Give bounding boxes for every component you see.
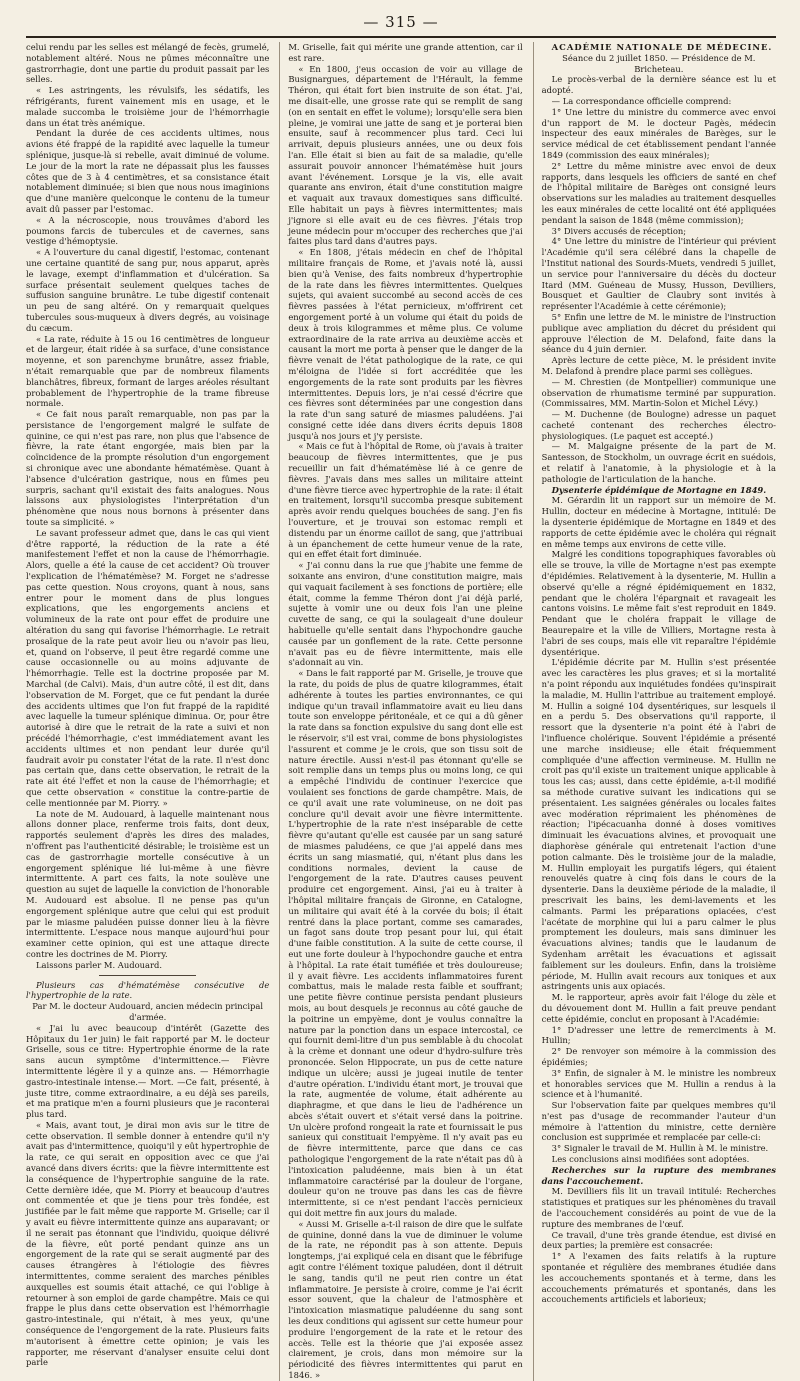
col3-paragraph: 4° Une lettre du ministre de l'intérieur qui prévient l'Académie qu'il sera célébré dans la chapelle de l'Institut national des Sourds-Muets, vendredi 5 juillet, un service pour l'anniversaire du décès du docteur Itard (MM. Guéneau de Mussy, Husson, Devilliers, Bousquet et Gaultier de Claubry sont invités à représenter l'Académie à cette cérémonie);: [541, 236, 776, 312]
col3-paragraph: Les conclusions ainsi modifiées sont adoptées.: [551, 1154, 750, 1165]
column-1: [26, 42, 269, 1381]
col3-paragraph: Le procès-verbal de la dernière séance est lu et adopté.: [541, 74, 776, 96]
col3-paragraph: M. le rapporteur, après avoir fait l'éloge du zèle et du dévouement dont M. Hullin a fait preuve pendant cette épidémie, conclut en proposant à l'Académie:: [541, 992, 776, 1024]
article-title: Plusieurs cas d'hématémèse consécutive de l'hypertrophie de la rate.: [26, 979, 270, 1001]
col3-paragraph: L'épidémie décrite par M. Hullin s'est présentée avec les caractères les plus graves; et si la mortalité n'a point répondu aux inquiétudes fondées qu'inspirait la maladie, M. Hullin l'attribue au traitement employé. M. Hullin a soigné 104 dysentériques, sur lesquels il en a perdu 5. Des observations qu'il rapporte, il ressort que la dysenterie n'a point été à l'abri de l'influence cholérique. Souvent l'épidémie a présenté une marche insidieuse; elle était fréquemment compliquée d'une affection vermineuse. M. Hullin ne croit pas qu'il existe un traitement unique applicable à tous les cas; aussi, dans cette épidémie, a-t-il modifié sa méthode curative suivant les indications qui se présentaient. Les saignées générales ou locales faites avec modération réprimaient les phénomènes de réaction; l'ipécacuanha donné à doses vomitives diminuait les évacuations alvines, et provoquait une diaphorèse générale qui entretenait l'action d'une potion calmante. Dès le troisième jour de la maladie, M. Hullin employait les purgatifs légers, qui étaient renouvelés quatre à cinq fois dans le cours de la dysenterie. Dans la deuxième période de la maladie, il prescrivait les bains, les demi-lavements et les calmants. Parmi les préparations opiacées, c'est l'acétate de morphine qui lui a paru calmer le plus promptement les douleurs, mais sans diminuer les évacuations alvines; tandis que le laudanum de Sydenham arrêtait les évacuations et agissait faiblement sur les douleurs. Enfin, dans la troisième période, M. Hullin avait recours aux toniques et aux astringents unis aux opiacés.: [541, 657, 776, 992]
article-byline: Par M. le docteur Audouard, ancien médecin principal d'armée.: [32, 1001, 264, 1022]
session-line: Séance du 2 juillet 1850. — Présidence de M. Bricheteau.: [562, 52, 756, 74]
dysentery-title: Dysenterie épidémique de Mortagne en 1849.: [551, 484, 767, 495]
col3-paragraph: M. Devilliers fils lit un travail intitulé: Recherches statistiques et pratiques sur les phénomènes du travail de l'accouchement considérés au point de vue de la rupture des membranes de l'œuf.: [541, 1186, 776, 1229]
col3-paragraph: Après lecture de cette pièce, M. le président invite M. Delafond à prendre place parmi ses collègues.: [541, 355, 776, 376]
column-3: [533, 42, 776, 1381]
col3-paragraph: Malgré les conditions topographiques favorables où elle se trouve, la ville de Mortagne n'est pas exempte d'épidémies. Relativement à la dysenterie, M. Hullin a observé qu'elle a régné épidémiquement en 1832, pendant que le choléra l'épargnait et ravageait les cantons voisins. Le même fait s'est reproduit en 1849. Pendant que le choléra frappait le village de Beaurepaire et la ville de Villiers, Mortagne resta à l'abri de ses coups, mais elle vit reparaître l'épidémie dysentérique.: [541, 549, 776, 657]
page-number: — 315 —: [363, 13, 439, 31]
col3-paragraph: 1° Une lettre du ministre du commerce avec envoi d'un rapport de M. le docteur Pagès, médecin inspecteur des eaux minérales de Barèges, sur le service médical de cet établissement pendant l'année 1849 (commission des eaux minérales);: [541, 106, 776, 160]
col3-paragraph: 1° D'adresser une lettre de remerciments à M. Hullin;: [541, 1024, 776, 1046]
col3-paragraph: 3° Enfin, de signaler à M. le ministre les nombreux et honorables services que M. Hullin a rendus à la science et à l'humanité.: [541, 1067, 776, 1100]
rupture-title: Recherches sur la rupture des membranes dans l'accouchement.: [541, 1164, 776, 1186]
col3-paragraph: 2° Lettre du même ministre avec envoi de deux rapports, dans lesquels les officiers de santé en chef de l'hôpital militaire de Barèges ont consigné leurs observations sur les maladies au traitement desquelles les eaux minérales de cette localité ont été appliquées pendant la saison de 1848 (même commission);: [541, 160, 776, 225]
col2-paragraph: « Mais ce fut à l'hôpital de Rome, où j'avais à traiter beaucoup de fièvres intermittentes, que je pus recueillir un fait d'hématémèse lié à ce genre de fièvres. J'avais dans mes salles un militaire atteint d'une fièvre tierce avec hypertrophie de la rate: il était en traitement, lorsqu'il succomba presque subitement après avoir rendu quelques bouchées de sang. J'en fis l'ouverture, et je trouvai son estomac rempli et distendu par un énorme caillot de sang, que j'attribuai à un épanchement de cette humeur venue de la rate, qui en effet était fort diminuée.: [288, 441, 523, 560]
col1-paragraph: « A l'ouverture du canal digestif, l'estomac, contenant une certaine quantité de sang pur, nous apparut, après le lavage, exempt d'inflammation et d'ulcération. Sa surface présentait seulement quelques taches de suffusion sanguine brunâtre. Le tube digestif contenait un peu de sang altéré. On y remarquait quelques tubercules sous-muqueux à divers degrés, au voisinage du cæcum.: [26, 247, 270, 333]
col1-paragraph: Pendant la durée de ces accidents ultimes, nous avions été frappé de la rapidité avec laquelle la tumeur splénique, jusque-là si rebelle, avait diminué de volume. Le jour de la mort la rate ne dépassait plus les fausses côtes que de 3 à 4 centimètres, et sa consistance était notablement diminuée; si bien que nous nous imaginions que d'une manière quelconque le contenu de la tumeur avait dû passer par l'estomac.: [26, 128, 270, 214]
col1-paragraph: La note de M. Audouard, à laquelle maintenant nous allons donner place, renferme trois faits, dont deux, rapportés seulement d'après les dires des malades, n'offrent pas l'authenticité désirable; le troisième est un cas de gastrorrhagie mortelle consécutive à un engorgement splénique lié lui-même à une fièvre intermittente. A part ces faits, la note soulève une question au sujet de laquelle la conviction de l'honorable M. Audouard est absolue. Il ne pense pas qu'un engorgement splénique autre que celui qui est produit par le miasme paludéen puisse donner lieu à la fièvre intermittente. L'espace nous manque aujourd'hui pour examiner cette opinion, qui est une attaque directe contre les doctrines de M. Piorry.: [26, 808, 270, 959]
col2-paragraph: « En 1800, j'eus occasion de voir au village de Busignargues, département de l'Hérault, la femme Théron, qui était fort bien instruite de son état. J'ai, me disait-elle, une grosse rate qui se remplit de sang (on en sentait en effet le volume); lorsqu'elle sera bien pleine, je vomirai une jatte de sang et je porterai bien ensuite, sauf à recommencer plus tard. Ceci lui arrivait, depuis plusieurs années, une ou deux fois l'an. Elle était si bien au fait de sa maladie, qu'elle assurait pouvoir annoncer l'hématémèse huit jours avant l'événement. Lorsque je la vis, elle avait quarante ans environ, était d'une constitution maigre et vaquait aux travaux domestiques sans difficulté. Elle habitait un pays à fièvres intermittentes; mais j'ignore si elle avait eu de ces fièvres. J'étais trop jeune médecin pour m'occuper des recherches que j'ai faites plus tard dans d'autres pays.: [288, 63, 523, 247]
academy-title: ACADÉMIE NATIONALE DE MÉDECINE.: [551, 42, 773, 52]
col3-paragraph: — La correspondance officielle comprend:: [551, 95, 732, 106]
col2-paragraph: M. Griselle, fait qui mérite une grande attention, car il est rare.: [288, 42, 523, 63]
separator-rule: [99, 975, 196, 976]
col1-paragraph: « J'ai lu avec beaucoup d'intérêt (Gazette des Hôpitaux du 1er juin) le fait rapporté par M. le docteur Griselle, sous ce titre: Hypertrophie énorme de la rate sans aucun symptôme d'intermittence.— Fièvre intermittente légère il y a quinze ans. — Hémorrhagie gastro-intestinale intense.— Mort. —Ce fait, présenté, à juste titre, comme extraordinaire, a eu déjà ses pareils, et ma pratique m'en a fourni plusieurs que je raconterai plus tard.: [26, 1022, 270, 1120]
col3-paragraph: 5° Enfin une lettre de M. le ministre de l'instruction publique avec ampliation du décret du président qui approuve l'élection de M. Delafond, faite dans la séance du 4 juin dernier.: [541, 311, 776, 355]
col3-paragraph: 3° Signaler le travail de M. Hullin à M. le ministre.: [551, 1143, 769, 1154]
col1-paragraph: Laissons parler M. Audouard.: [36, 959, 163, 970]
col1-paragraph: « Les astringents, les révulsifs, les sédatifs, les réfrigérants, furent vainement mis en usage, et le malade succomba le troisième jour de l'hémorrhagie dans un état très anémique.: [26, 85, 270, 128]
col1-paragraph: « La rate, réduite à 15 ou 16 centimètres de longueur et de largeur, était ridée à sa surface, d'une consistance moyenne, et son parenchyme brunâtre, assez friable, n'était remarquable que par de nombreux filaments blanchâtres, fibreux, formant de larges aréoles résultant probablement de l'hypertrophie de la trame fibreuse normale.: [26, 333, 270, 409]
col1-paragraph: Le savant professeur admet que, dans le cas qui vient d'être rapporté, la réduction de la rate a été manifestement l'effet et non la cause de l'hémorrhagie. Alors, quelle a été la cause de cet accident? Où trouver l'explication de l'hématémèse? M. Forget ne s'adresse pas cette question. Nous croyons, quant à nous, sans entrer pour le moment dans de plus longues explications, que les engorgements anciens et volumineux de la rate ont pour effet de produire une altération du sang qui favorise l'hémorrhagie. Le retrait prosaïque de la rate peut avoir lieu ou n'avoir pas lieu, et, quand on l'observe, il peut être regardé comme une cause occasionnelle ou au moins adjuvante de l'hémorrhagie. Telle est la doctrine proposée par M. Marchal (de Calvi). Mais, d'un autre côté, il est dit, dans l'observation de M. Forget, que ce fut pendant la durée des accidents ultimes que l'on fut frappé de la rapidité avec laquelle la tumeur splénique diminua. Or, pour être autorisé à dire que le retrait de la rate a suivi et non précédé l'hémorrhagie, c'est immédiatement avant les accidents ultimes et non pendant leur durée qu'il faudrait avoir pu constater l'état de la rate. Il n'est donc pas certain que, dans cette observation, le retrait de la rate ait été l'effet et non la cause de l'hémorrhagie; et que cette observation « constitue la contre-partie de celle mentionnée par M. Piorry. »: [26, 527, 270, 808]
col1-paragraph: « A la nécroscopie, nous trouvâmes d'abord les poumons farcis de tubercules et de cavernes, sans vestige d'hémoptysie.: [26, 214, 270, 247]
col3-paragraph: — M. Malgaigne présente de la part de M. Santesson, de Stockholm, un ouvrage écrit en suédois, et relatif à l'anatomie, à la physiologie et à la pathologie de l'articulation de la hanche.: [541, 441, 776, 484]
col3-paragraph: 1° A l'examen des faits relatifs à la rupture spontanée et régulière des membranes étudiée dans les accouchements spontanés et à terme, dans les accouchements prématurés et spontanés, dans les accouchements artificiels et laborieux;: [541, 1251, 776, 1305]
col2-paragraph: « Dans le fait rapporté par M. Griselle, je trouve que la rate, du poids de plus de quatre kilogrammes, était adhérente à toutes les parties environnantes, ce qui indique qu'un travail inflammatoire avait eu lieu dans toute son enveloppe péritonéale, et ce qui a dû gêner la rate dans sa fonction expulsive du sang dont elle est le réservoir, s'il est vrai, comme de bons physiologistes l'assurent et comme je le crois, que son tissu soit de nature érectile. Aussi n'est-il pas étonnant qu'elle se soit remplie dans un temps plus ou moins long, ce qui a empêché l'individu de continuer l'exercice que voulaient ses fonctions de garde champêtre. Mais, de ce qu'il avait une rate volumineuse, on ne doit pas conclure qu'il devait avoir une fièvre intermittente. L'hypertrophie de la rate n'est inséparable de cette fièvre qu'autant qu'elle est causée par un sang saturé de miasmes paludéens, ce que j'ai appelé dans mes écrits un sang miasmatié, qui, n'étant plus dans les conditions normales, devient la cause de l'engorgement de la rate. D'autres causes peuvent produire cet engorgement. Ainsi, j'ai eu à traiter à l'hôpital militaire français de Gironne, en Catalogne, un militaire qui avait été à la corvée du bois; il était rentré dans la place portant, comme ses camarades, un fagot sans doute trop pesant pour lui, qui était d'une faible constitution. A la suite de cette course, il eut une forte douleur à l'hypochondre gauche et entra à l'hôpital. La rate était tuméfiée et très douloureuse; il y avait fièvre. Les accidents inflammatoires furent combattus, mais le malade resta faible et souffrant; une petite fièvre continue persista pendant plusieurs mois, au bout desquels je reconnus au côté gauche de la poitrine un empyème, dont je voulus connaître la nature par la ponction dans un espace intercostal, ce qui fournit demi-litre d'un pus semblable à du chocolat à la crème et donnant une odeur d'hydro-sulfure très prononcée. Selon Hippocrate, un pus de cette nature indique un ulcère; aussi je jugeai inutile de tenter d'autre opération. L'individu étant mort, je trouvai que la rate, augmentée de volume, était adhérente au diaphragme, et que dans le lieu de l'adhérence un abcès s'était ouvert et s'était versé dans la poitrine. Un ulcère profond rongeait la rate et fournissait le pus sanieux qui constituait l'empyème. Il n'y avait pas eu de fièvre intermittente, parce que dans ce cas pathologique l'engorgement de la rate n'était pas dû à l'intoxication paludéenne, mais bien à un état inflammatoire caractérisé par la douleur de l'organe, douleur qu'on ne trouve pas dans les cas de fièvre intermittente, si ce n'est pendant l'accès pernicieux qui doit mettre fin aux jours du malade.: [288, 668, 523, 1219]
col2-paragraph: « J'ai connu dans la rue que j'habite une femme de soixante ans environ, d'une constitution maigre, mais qui vaquait facilement à ses fonctions de portière; elle était, comme la femme Théron dont j'ai déjà parlé, sujette à vomir une ou deux fois l'an une pleine cuvette de sang, ce qui la soulageait d'une douleur habituelle qu'elle sentait dans l'hypochondre gauche causée par un gonflement de la rate. Cette personne n'avait pas eu de fièvre intermittente, mais elle s'adonnait au vin.: [288, 560, 523, 668]
col2-paragraph: « Aussi M. Griselle a-t-il raison de dire que le sulfate de quinine, donné dans la vue de diminuer le volume de la rate, ne répondit pas à son attente. Depuis longtemps, j'ai expliqué cela en disant que le fébrifuge agit contre l'élément toxique paludéen, dont il détruit le sang, tandis qu'il ne peut rien contre un état inflammatoire. Je persiste à croire, comme je l'ai écrit essor souvent, que la chaleur de l'atmosphère et l'intoxication miasmatique paludéenne du sang sont les deux conditions qui agissent sur cette humeur pour produire l'engorgement de la rate et le retour des accès. Telle est la théorie que j'ai exposée assez clairement, je crois, dans mon mémoire sur la périodicité des fièvres intermittentes qui parut en 1846. »: [288, 1218, 523, 1381]
col1-paragraph: « Ce fait nous paraît remarquable, non pas par la persistance de l'engorgement malgré le sulfate de quinine, ce qui n'est pas rare, non plus que l'absence de fièvre, la rate étant engorgée, mais bien par la coïncidence de la prompte résolution d'un engorgement si chronique avec une abondante hématémèse. Quant à l'absence d'ulcération gastrique, nous en fûmes peu surpris, sachant qu'il existait des faits analogues. Nous laissons aux physiologistes l'interprétation d'un phénomène que nous nous bornons à présenter dans toute sa simplicité. »: [26, 409, 270, 528]
col3-paragraph: 3° Divers accusés de réception;: [551, 225, 687, 236]
columns: [26, 42, 776, 1381]
col1-paragraph: « Mais, avant tout, je dirai mon avis sur le titre de cette observation. Il semble donner à entendre qu'il n'y avait pas d'intermittence, quoiqu'il y eût hypertrophie de la rate, ce qui serait en opposition avec ce que j'ai avancé dans divers écrits: que la fièvre intermittente est la conséquence de l'hypertrophie sanguine de la rate. Cette dernière idée, que M. Piorry et beaucoup d'autres ont commentée et que je tiens pour très fondée, est justifiée par le fait même que rapporte M. Griselle; car il y avait eu fièvre intermittente quinze ans auparavant; or il ne serait pas étonnant que l'individu, quoique délivré de la fièvre, eût porté pendant quinze ans un engorgement de la rate qui se serait augmenté par des causes étrangères à l'étiologie des fièvres intermittentes, comme seraient des marches pénibles auxquelles est soumis était attaché, ce qui l'oblige à retourner à son emploi de garde champêtre. Mais ce qui frappe le plus dans cette observation est l'hémorrhagie gastro-intestinale, qui n'était, à mes yeux, qu'une conséquence de l'engorgement de la rate. Plusieurs faits m'autorisent à émettre cette opinion; je vais les rapporter, me réservant d'analyser ensuite celui dont parle: [26, 1119, 270, 1368]
column-2: [279, 42, 522, 1381]
col3-paragraph: 2° De renvoyer son mémoire à la commission des épidémies;: [541, 1046, 776, 1067]
col3-paragraph: M. Gérardin lit un rapport sur un mémoire de M. Hullin, docteur en médecine à Mortagne, intitulé: De la dysenterie épidémique de Mortagne en 1849 et des rapports de cette épidémie avec le choléra qui régnait en même temps aux environs de cette ville.: [541, 495, 776, 549]
header-rule: [26, 36, 776, 38]
col3-paragraph: — M. Duchenne (de Boulogne) adresse un paquet cacheté contenant des recherches électro-physiologiques. (Le paquet est accepté.): [541, 409, 776, 441]
col3-paragraph: Sur l'observation faite par quelques membres qu'il n'est pas d'usage de recommander l'auteur d'un mémoire à l'attention du ministre, cette dernière conclusion est supprimée et remplacée par celle-ci:: [541, 1100, 776, 1143]
col3-paragraph: Ce travail, d'une très grande étendue, est divisé en deux parties; la première est consacrée:: [541, 1229, 776, 1251]
col1-paragraph: celui rendu par les selles est mélangé de fecès, grumelé, notablement altéré. Nous ne pûmes méconnaître une gastrorrhagie, dont une partie du produit passait par les selles.: [26, 42, 270, 85]
col2-paragraph: « En 1808, j'étais médecin en chef de l'hôpital militaire français de Rome, et j'avais noté là, aussi bien qu'à Venise, des faits nombreux d'hypertrophie de la rate dans les fièvres intermittentes. Quelques sujets, qui avaient succombé au second accès de ces fièvres passées à l'état pernicieux, m'offrirent cet engorgement porté à un volume qui était du poids de deux à trois kilogrammes et même plus. Ce volume extraordinaire de la rate arriva au deuxième accès et causant la mort me porta à penser que le danger de la fièvre venait de l'état pathologique de la rate, ce qui m'éloigna de l'idée si fort accréditée que les engorgements de la rate sont produits par les fièvres intermittentes. Depuis lors, je n'ai cessé d'écrire que ces fièvres sont déterminées par une congestion dans la rate d'un sang saturé de miasmes paludéens. J'ai consigné cette idée dans divers écrits depuis 1808 jusqu'à nos jours et j'y persiste.: [288, 247, 523, 441]
col3-paragraph: — M. Chrestien (de Montpellier) communique une observation de rhumatisme terminé par suppuration. (Commissaires, MM. Martin-Solon et Michel Lévy.): [541, 376, 776, 409]
